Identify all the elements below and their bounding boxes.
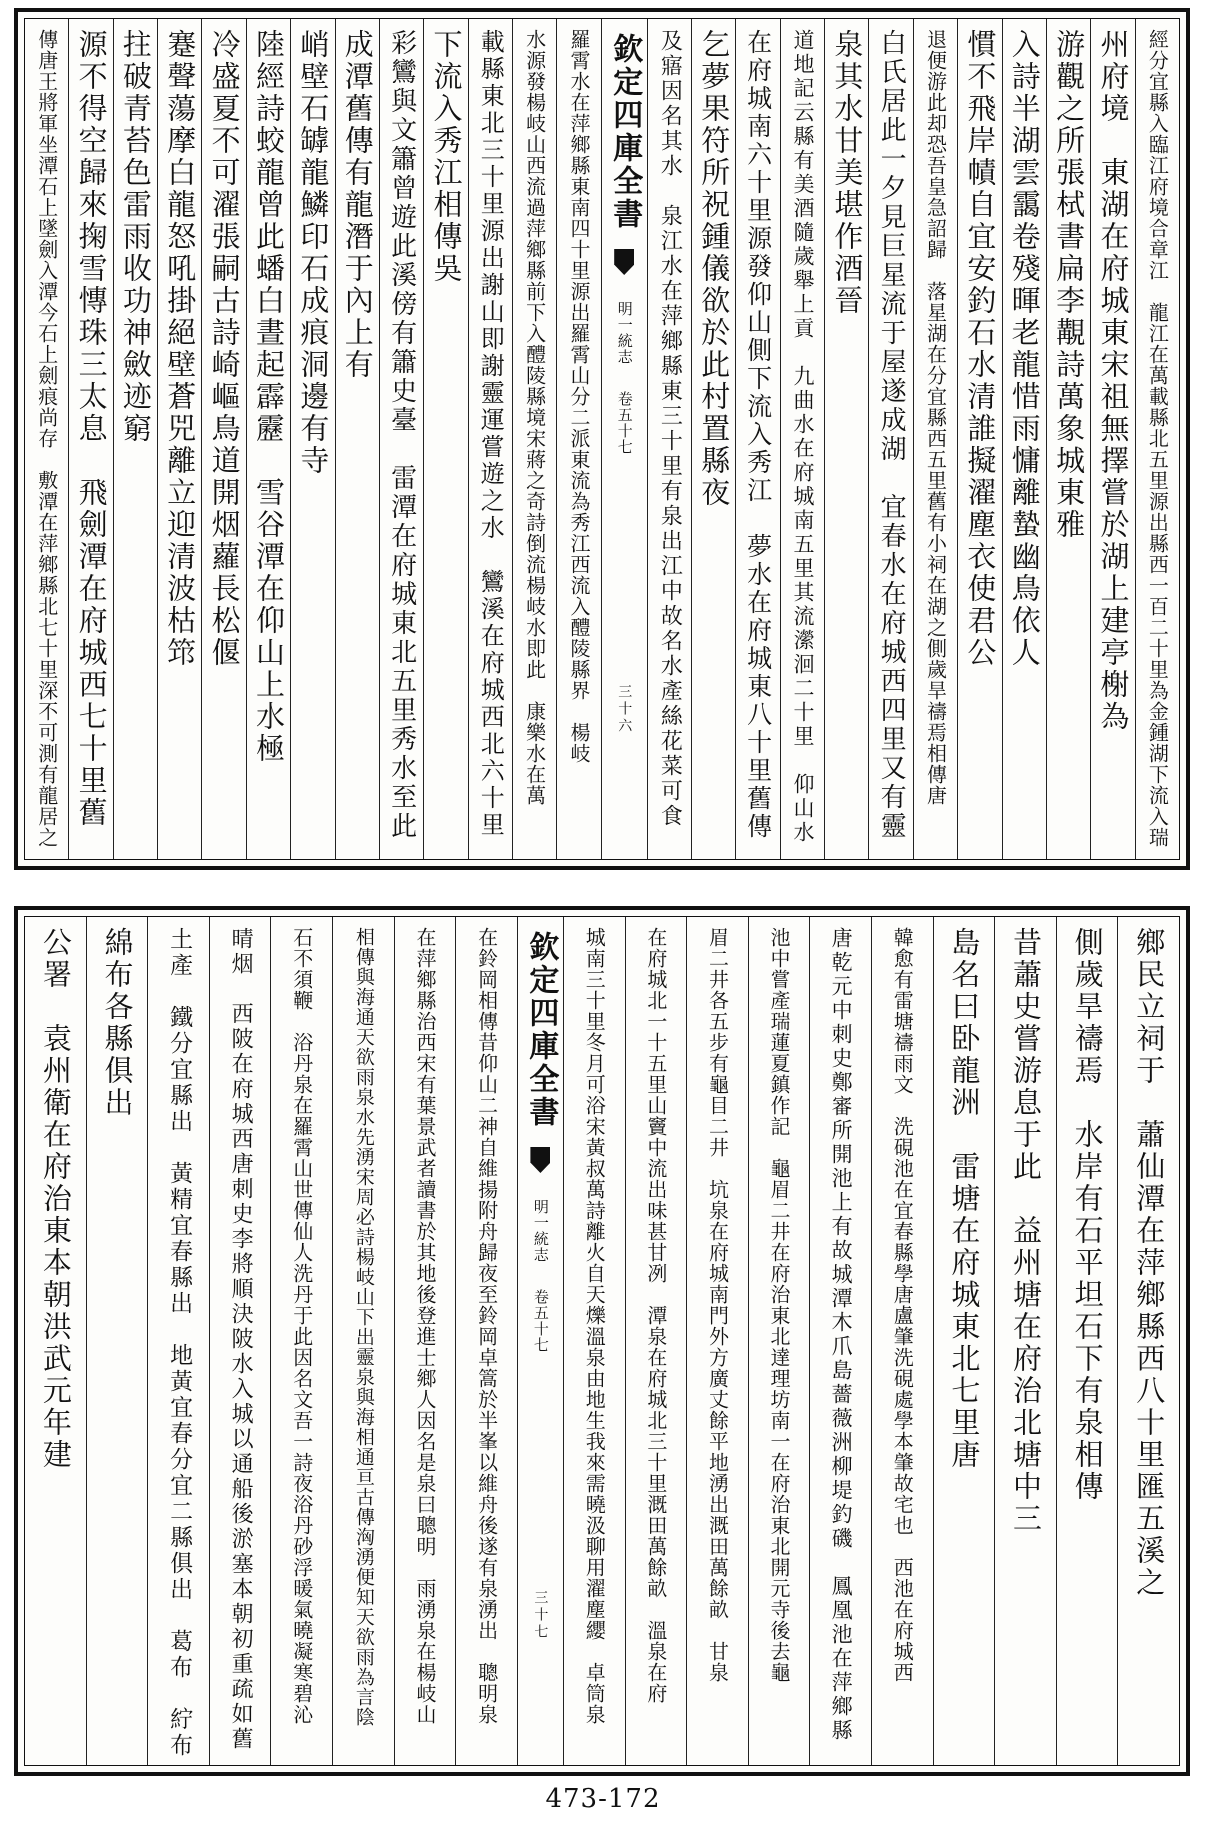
text-column: 成潭舊傳有龍潛于內上有	[335, 19, 379, 859]
center-fold	[601, 19, 647, 859]
top-page	[14, 8, 1190, 870]
center-fold	[517, 917, 563, 1765]
bottom-columns	[25, 917, 1179, 1765]
fishtail-mark	[530, 1147, 550, 1173]
text-column: 公署 袁州衛在府治東本朝洪武元年建	[38, 927, 73, 1471]
book-subtitle: 明一統志	[531, 1199, 550, 1263]
text-column: 州府境 東湖在府城東宋祖無擇嘗於湖上建亭榭為	[1090, 19, 1134, 859]
text-column: 島名曰卧龍洲 雷塘在府城東北七里唐	[933, 917, 995, 1765]
text-column: 乞夢果符所祝鍾儀欲於此村置縣夜	[691, 19, 735, 859]
text-column: 眉二井各五步有龜目二井 坑泉在府城南門外方廣丈餘平地湧出溉田萬餘畝 甘泉	[686, 917, 748, 1765]
text-column: 拄破青苔色雷雨收功神斂迹窮	[113, 19, 157, 859]
book-title: 欽定四庫全書	[607, 33, 643, 231]
text-column: 城南三十里冬月可浴宋黃叔萬詩離火自天爍溫泉由地生我來需曉汲聊用濯塵纓 卓筒泉	[563, 917, 625, 1765]
text-column: 傳唐王將軍坐潭石上墜劍入潭今石上劍痕尚存 敷潭在萍鄉縣北七十里深不可測有龍居之	[34, 29, 59, 848]
top-page-frame	[24, 18, 1180, 860]
page-reference: 473-172	[545, 1784, 661, 1814]
text-column: 下流入秀江相傳吳	[423, 19, 467, 859]
text-column: 峭壁石罅龍鱗印石成痕洞邊有寺	[290, 19, 334, 859]
text-column: 道地記云縣有美酒隨歲舉上貢 九曲水在府城南五里其流瀠洄二十里 仰山水	[780, 19, 824, 859]
book-subtitle: 明一統志	[615, 301, 634, 365]
text-column: 側歲旱禱焉 水岸有石平坦石下有泉相傳	[1056, 917, 1118, 1765]
text-column: 綿布各縣俱出	[86, 917, 148, 1765]
text-column: 水源發楊岐山西流過萍鄉縣前下入醴陵縣境宋蔣之奇詩倒流楊岐水即此 康樂水在萬	[512, 19, 556, 859]
page-number: 三十六	[616, 684, 633, 735]
text-column: 在萍鄉縣治西宋有葉景武者讀書於其地後登進士鄉人因名是泉曰聰明 雨湧泉在楊岐山	[394, 917, 456, 1765]
text-column: 陸經詩蛟龍曾此蟠白晝起霹靂 雪谷潭在仰山上水極	[246, 19, 290, 859]
book-title: 欽定四庫全書	[523, 931, 559, 1129]
page-number: 三十七	[532, 1590, 549, 1641]
text-column: 在府城北一十五里山竇中流出味甚甘冽 潭泉在府城北三十里溉田萬餘畝 溫泉在府	[625, 917, 687, 1765]
text-column: 源不得空歸來掬雪慱珠三太息 飛劍潭在府城西七十里舊	[68, 19, 112, 859]
text-column: 相傳與海通天欲雨泉水先湧宋周必詩楊岐山下出靈泉與海相通亘古傳洶湧便知天欲雨為言陰	[332, 917, 394, 1765]
volume-label: 卷五十七	[531, 1289, 550, 1353]
text-column: 慣不飛岸幘自宜安釣石水清誰擬濯塵衣使君公	[957, 19, 1001, 859]
text-column: 彩鸞與文簫曾遊此溪傍有簫史臺 雷潭在府城東北五里秀水至此	[379, 19, 423, 859]
text-column: 泉其水甘美堪作酒晉	[824, 19, 868, 859]
text-column: 在鈴岡相傳昔仰山二神自維揚附舟歸夜至鈴岡卓篙於半峯以維舟後遂有泉湧出 聰明泉	[455, 917, 517, 1765]
text-column: 游觀之所張栻書扁李覯詩萬象城東雅	[1046, 19, 1090, 859]
text-column: 昔蕭史嘗游息于此 益州塘在府治北塘中三	[994, 917, 1056, 1765]
text-column: 入詩半湖雲靄卷殘暉老龍惜雨慵離蟄幽鳥依人	[1002, 19, 1046, 859]
text-column: 羅霄水在萍鄉縣東南四十里源出羅霄山分二派東流為秀江西流入醴陵縣界 楊岐	[556, 19, 600, 859]
text-column: 退便游此却恐吾皇急詔歸 落星湖在分宜縣西五里舊有小祠在湖之側歲旱禱焉相傳唐	[913, 19, 957, 859]
text-column: 在府城南六十里源發仰山側下流入秀江 夢水在府城東八十里舊傳	[735, 19, 779, 859]
text-column: 唐乾元中刺史鄭審所開池上有故城潭木爪島薔薇洲柳堤釣磯 鳳凰池在萍鄉縣	[809, 917, 871, 1765]
text-column: 及寤因名其水 泉江水在萍鄉縣東三十里有泉出江中故名水產絲花菜可食	[647, 19, 691, 859]
text-column: 載縣東北三十里源出謝山即謝靈運嘗遊之水 鸞溪在府城西北六十里	[468, 19, 512, 859]
text-column: 經分宜縣入臨江府境合章江 龍江在萬載縣北五里源出縣西一百二十里為金鍾湖下流入瑞	[1135, 19, 1179, 859]
volume-label: 卷五十七	[615, 391, 634, 455]
text-column: 石不須鞭 浴丹泉在羅霄山世傳仙人洗丹于此因名文吾一詩夜浴丹砂浮暖氣曉凝寒碧沁	[270, 917, 332, 1765]
text-column: 土產 鐵分宜縣出 黃精宜春縣出 地黃宜春分宜二縣俱出 葛布 紵布	[147, 917, 209, 1765]
text-column: 蹇聲蕩摩白龍怒吼掛絕壁蒼兕離立迎清波枯筇	[157, 19, 201, 859]
top-columns	[25, 19, 1179, 859]
bottom-page-frame	[24, 916, 1180, 1766]
fishtail-mark	[614, 249, 634, 275]
text-column: 鄉民立祠于 蕭仙潭在萍鄉縣西八十里匯五溪之	[1117, 917, 1179, 1765]
text-column: 韓愈有雷塘禱雨文 洗硯池在宜春縣學唐盧肇洗硯處學本肇故宅也 西池在府城西	[871, 917, 933, 1765]
text-column: 晴烟 西陂在府城西唐刺史李將順決陂水入城以通船後淤塞本朝初重疏如舊	[209, 917, 271, 1765]
text-column: 池中嘗產瑞蓮夏鎮作記 龜眉二井在府治東北達理坊南一在府治東北開元寺後去龜	[748, 917, 810, 1765]
text-column: 冷盛夏不可濯張嗣古詩崎嶇鳥道開烟蘿長松偃	[201, 19, 245, 859]
text-column: 白氏居此一夕見巨星流于屋遂成湖 宜春水在府城西四里又有靈	[868, 19, 912, 859]
bottom-page	[14, 906, 1190, 1776]
